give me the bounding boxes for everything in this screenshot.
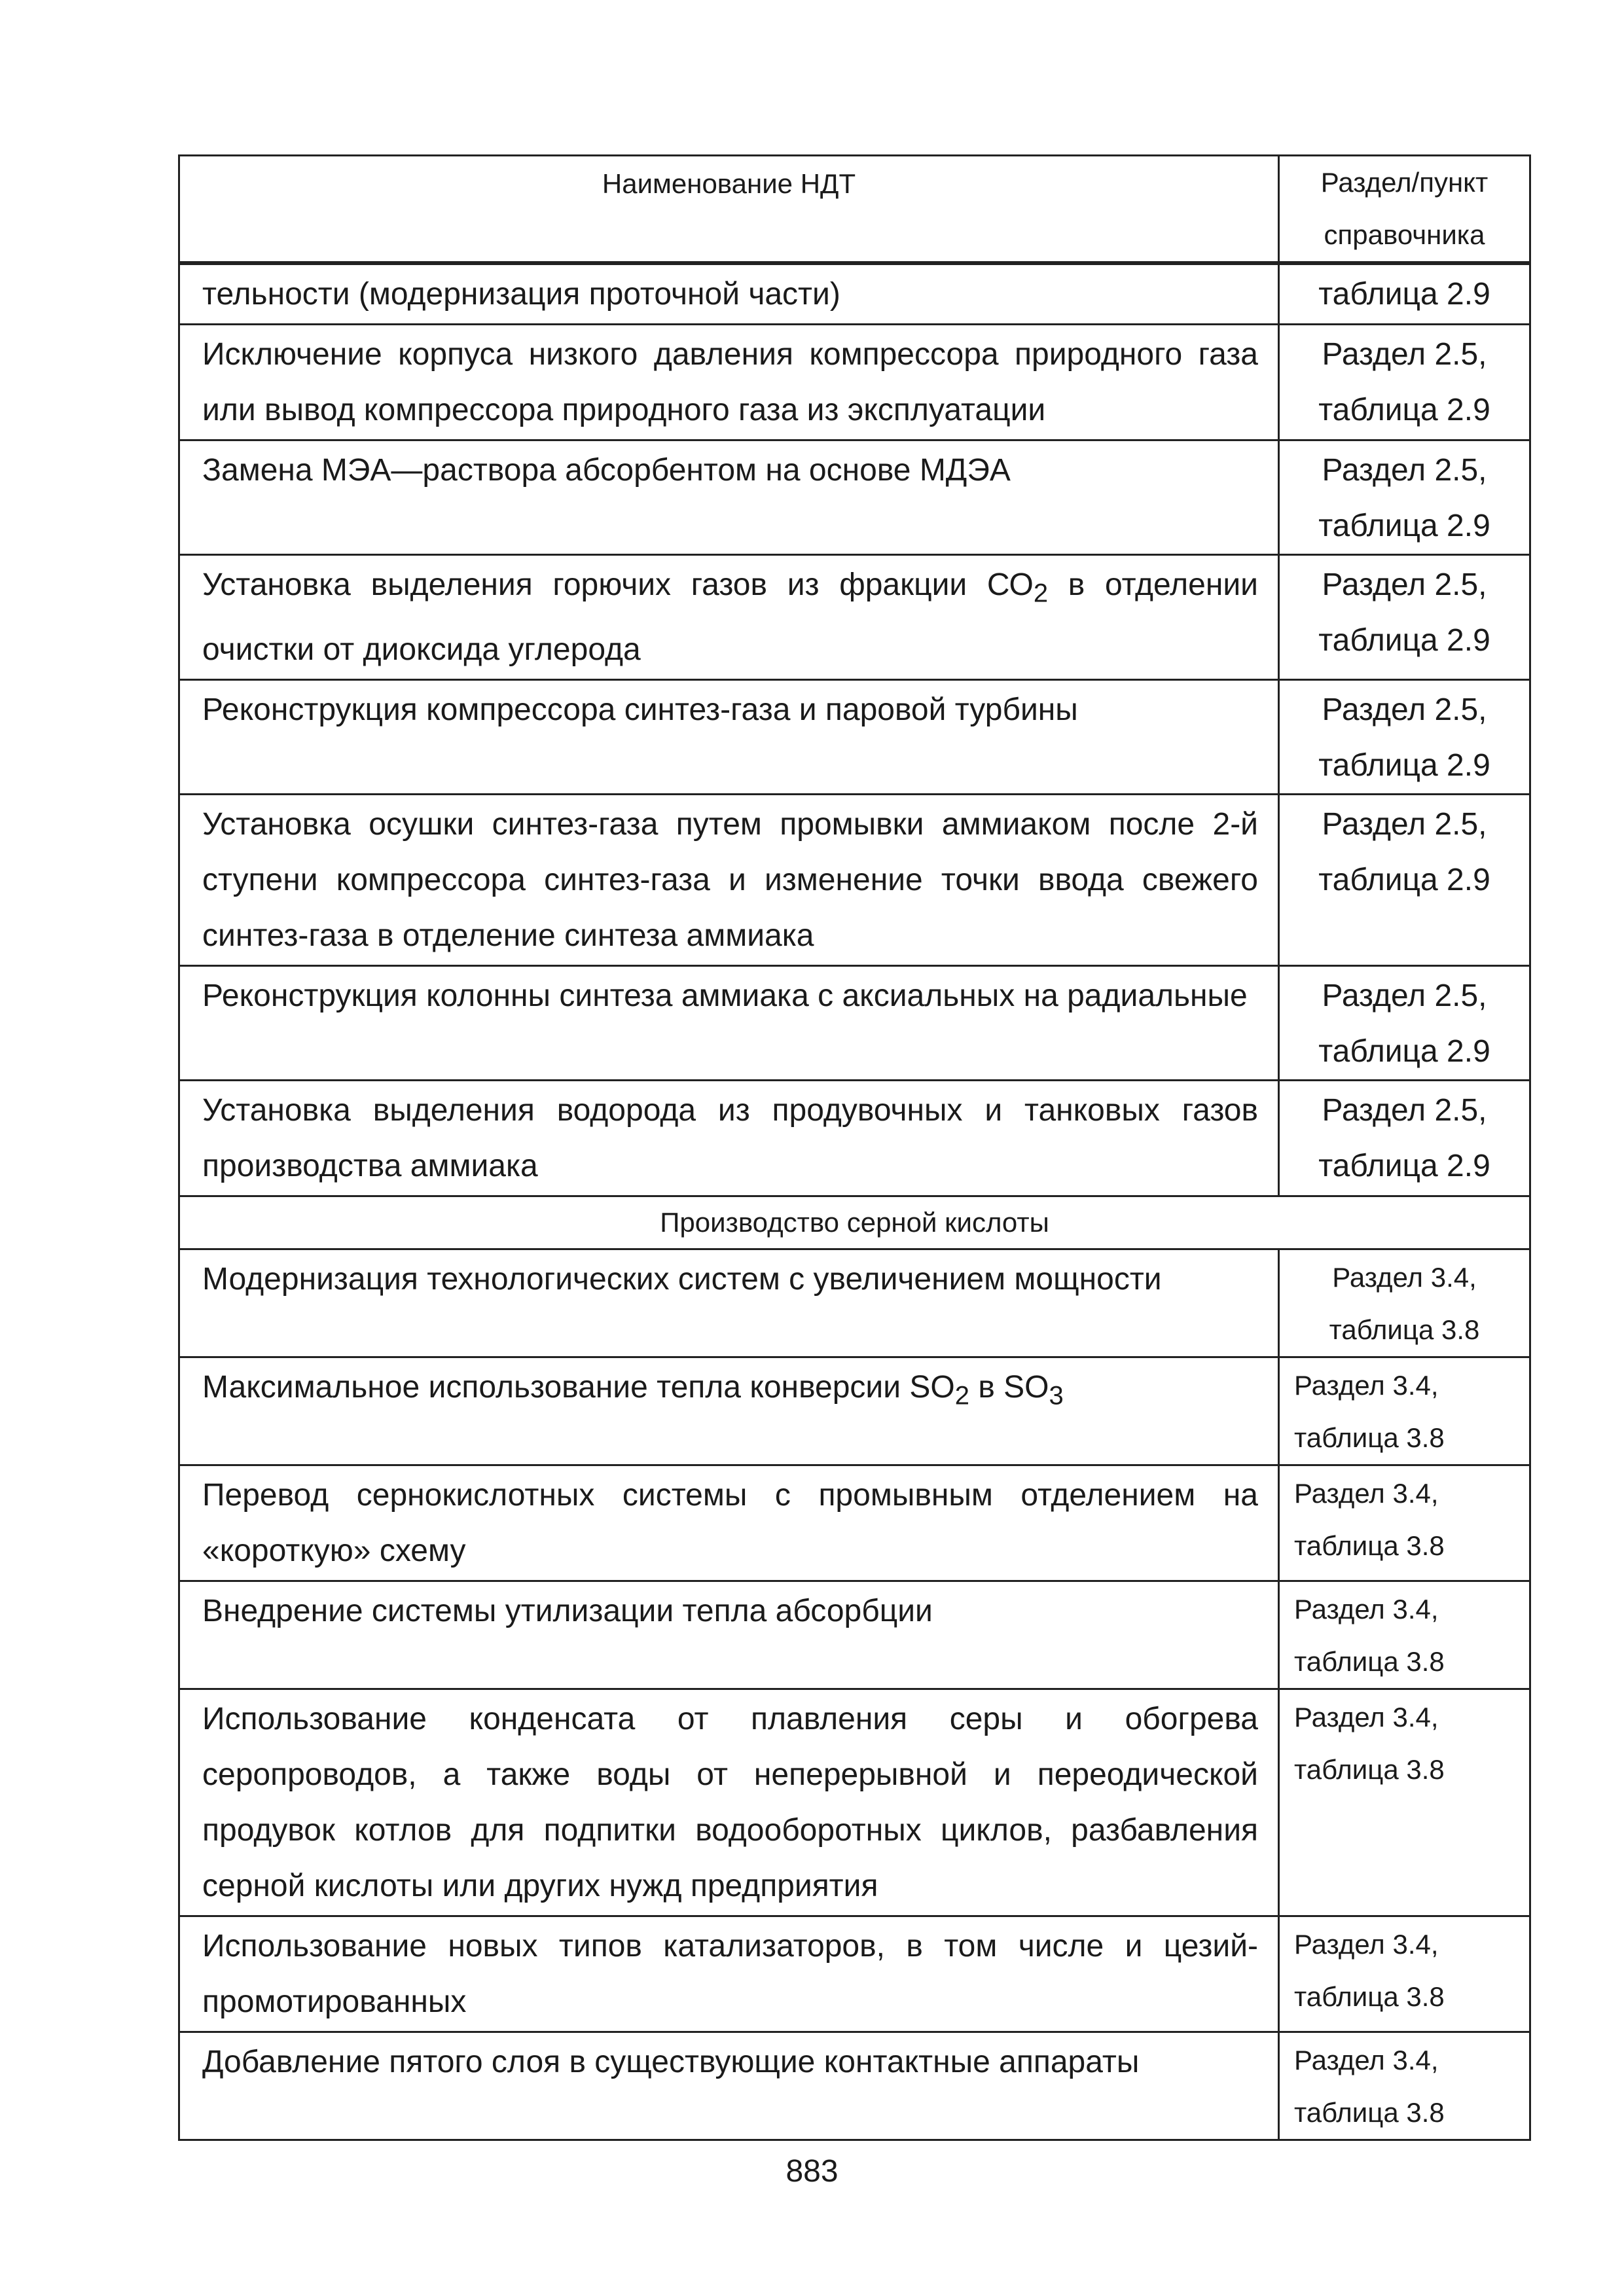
page-number: 883 xyxy=(785,2154,839,2189)
section-ref-line: таблица 2.9 xyxy=(1318,277,1490,312)
section-row xyxy=(179,1196,1530,1249)
header-section-ref-line2: справочника xyxy=(1324,219,1485,250)
section-ref-line: Раздел 3.4, xyxy=(1294,1593,1439,1624)
table-row xyxy=(179,263,1530,325)
bat-name-cell: Установка осушки синтез-газа путем промывки аммиаком после 2-й ступени компрессора синтез-газа и изменение точки ввода свежего синтез-газа в отделение синтеза аммиака xyxy=(179,794,1279,965)
section-ref-line: таблица 3.8 xyxy=(1294,1530,1445,1561)
section-ref-line: Раздел 2.5, xyxy=(1322,806,1487,842)
bat-name-cell: Исключение корпуса низкого давления компрессора природного газа или вывод компрессора природного газа из эксплуатации xyxy=(179,325,1279,440)
table-row xyxy=(179,555,1530,680)
section-ref-line: таблица 3.8 xyxy=(1294,2096,1445,2128)
section-ref-line: таблица 2.9 xyxy=(1318,509,1490,543)
table-row xyxy=(179,679,1530,794)
section-ref-line: таблица 2.9 xyxy=(1318,747,1490,783)
section-ref-line: Раздел 2.5, xyxy=(1322,337,1487,372)
section-ref-cell xyxy=(1279,2032,1530,2140)
bat-table xyxy=(178,154,1531,2141)
header-bat-name: Наименование НДТ xyxy=(179,156,1279,264)
section-ref-cell xyxy=(1279,440,1530,555)
section-title: Производство серной кислоты xyxy=(179,1196,1530,1249)
table-header-row xyxy=(179,156,1530,264)
section-ref-line: Раздел 3.4, xyxy=(1294,1928,1439,1960)
section-ref-line: Раздел 2.5, xyxy=(1322,567,1487,602)
table-row xyxy=(179,1357,1530,1465)
section-ref-cell xyxy=(1279,794,1530,965)
bat-name-cell xyxy=(179,555,1279,680)
bat-name-cell: Замена МЭА—раствора абсорбентом на основе МДЭА xyxy=(179,440,1279,555)
section-ref-line: таблица 2.9 xyxy=(1318,623,1490,658)
section-ref-line: таблица 2.9 xyxy=(1318,1148,1490,1183)
table-row xyxy=(179,794,1530,965)
section-ref-line: таблица 3.8 xyxy=(1294,1981,1445,2012)
table-row xyxy=(179,1249,1530,1357)
header-section-ref-line1: Раздел/пункт xyxy=(1320,167,1489,198)
section-ref-cell xyxy=(1279,1465,1530,1581)
section-ref-line: Раздел 2.5, xyxy=(1322,692,1487,727)
bat-name-cell: Реконструкция компрессора синтез-газа и паровой турбины xyxy=(179,679,1279,794)
bat-name-cell: Использование новых типов катализаторов, в том числе и цезий-промотированных xyxy=(179,1916,1279,2032)
section-ref-cell xyxy=(1279,1581,1530,1689)
table-row xyxy=(179,1916,1530,2032)
subscript: 2 xyxy=(954,1381,969,1410)
bat-name-cell xyxy=(179,1357,1279,1465)
table-row xyxy=(179,325,1530,440)
section-ref-cell xyxy=(1279,263,1530,325)
bat-name-cell: Добавление пятого слоя в существующие контактные аппараты xyxy=(179,2032,1279,2140)
section-ref-line: Раздел 3.4, xyxy=(1294,2044,1439,2075)
table-row xyxy=(179,1581,1530,1689)
section-ref-cell xyxy=(1279,555,1530,680)
section-ref-cell xyxy=(1279,965,1530,1080)
bat-name-cell: Реконструкция колонны синтеза аммиака с аксиальных на радиальные xyxy=(179,965,1279,1080)
section-ref-line: таблица 2.9 xyxy=(1318,862,1490,897)
table-row xyxy=(179,2032,1530,2140)
section-ref-cell xyxy=(1279,1357,1530,1465)
section-ref-cell xyxy=(1279,1080,1530,1196)
table-row xyxy=(179,1465,1530,1581)
table-row xyxy=(179,1080,1530,1196)
bat-name-cell: Использование конденсата от плавления серы и обогрева серопроводов, а также воды от неперерывной и переодической продувок котлов для подпитки водооборотных циклов, разбавления серной кислоты или других нужд предприятия xyxy=(179,1689,1279,1916)
section-ref-cell xyxy=(1279,1249,1530,1357)
bat-name-cell: Установка выделения водорода из продувочных и танковых газов производства аммиака xyxy=(179,1080,1279,1196)
table-row xyxy=(179,440,1530,555)
table-row xyxy=(179,965,1530,1080)
table-row xyxy=(179,1689,1530,1916)
header-section-ref xyxy=(1279,156,1530,264)
bat-name-cell: Перевод сернокислотных системы с промывным отделением на «короткую» схему xyxy=(179,1465,1279,1581)
section-ref-line: Раздел 2.5, xyxy=(1322,978,1487,1013)
bat-name-cell: Модернизация технологических систем с увеличением мощности xyxy=(179,1249,1279,1357)
bat-name-text: Максимальное использование тепла конверсии SO xyxy=(202,1369,955,1405)
subscript: 3 xyxy=(1049,1381,1064,1410)
bat-name-text: Установка выделения горючих газов из фракции СО xyxy=(202,567,1034,602)
bat-name-cell: Внедрение системы утилизации тепла абсорбции xyxy=(179,1581,1279,1689)
section-ref-line: Раздел 2.5, xyxy=(1322,453,1487,488)
section-ref-line: таблица 2.9 xyxy=(1318,1033,1490,1069)
section-ref-line: Раздел 3.4, xyxy=(1294,1369,1439,1401)
section-ref-line: таблица 3.8 xyxy=(1294,1422,1445,1453)
subscript: 2 xyxy=(1033,579,1049,608)
bat-name-text: в отделении очистки от диоксида углерода xyxy=(202,567,1258,667)
section-ref-line: таблица 2.9 xyxy=(1318,393,1490,427)
section-ref-cell xyxy=(1279,1916,1530,2032)
section-ref-line: Раздел 3.4, xyxy=(1294,1477,1439,1509)
bat-name-cell: тельности (модернизация проточной части) xyxy=(179,263,1279,325)
section-ref-line: таблица 3.8 xyxy=(1294,1645,1445,1677)
section-ref-line: Раздел 3.4, xyxy=(1294,1701,1439,1732)
section-ref-line: Раздел 3.4, xyxy=(1332,1261,1477,1293)
section-ref-line: Раздел 2.5, xyxy=(1322,1092,1487,1128)
section-ref-line: таблица 3.8 xyxy=(1294,1753,1445,1785)
section-ref-cell xyxy=(1279,1689,1530,1916)
section-ref-cell xyxy=(1279,679,1530,794)
bat-name-text: в SO xyxy=(969,1369,1049,1405)
section-ref-cell xyxy=(1279,325,1530,440)
section-ref-line: таблица 3.8 xyxy=(1329,1314,1480,1345)
